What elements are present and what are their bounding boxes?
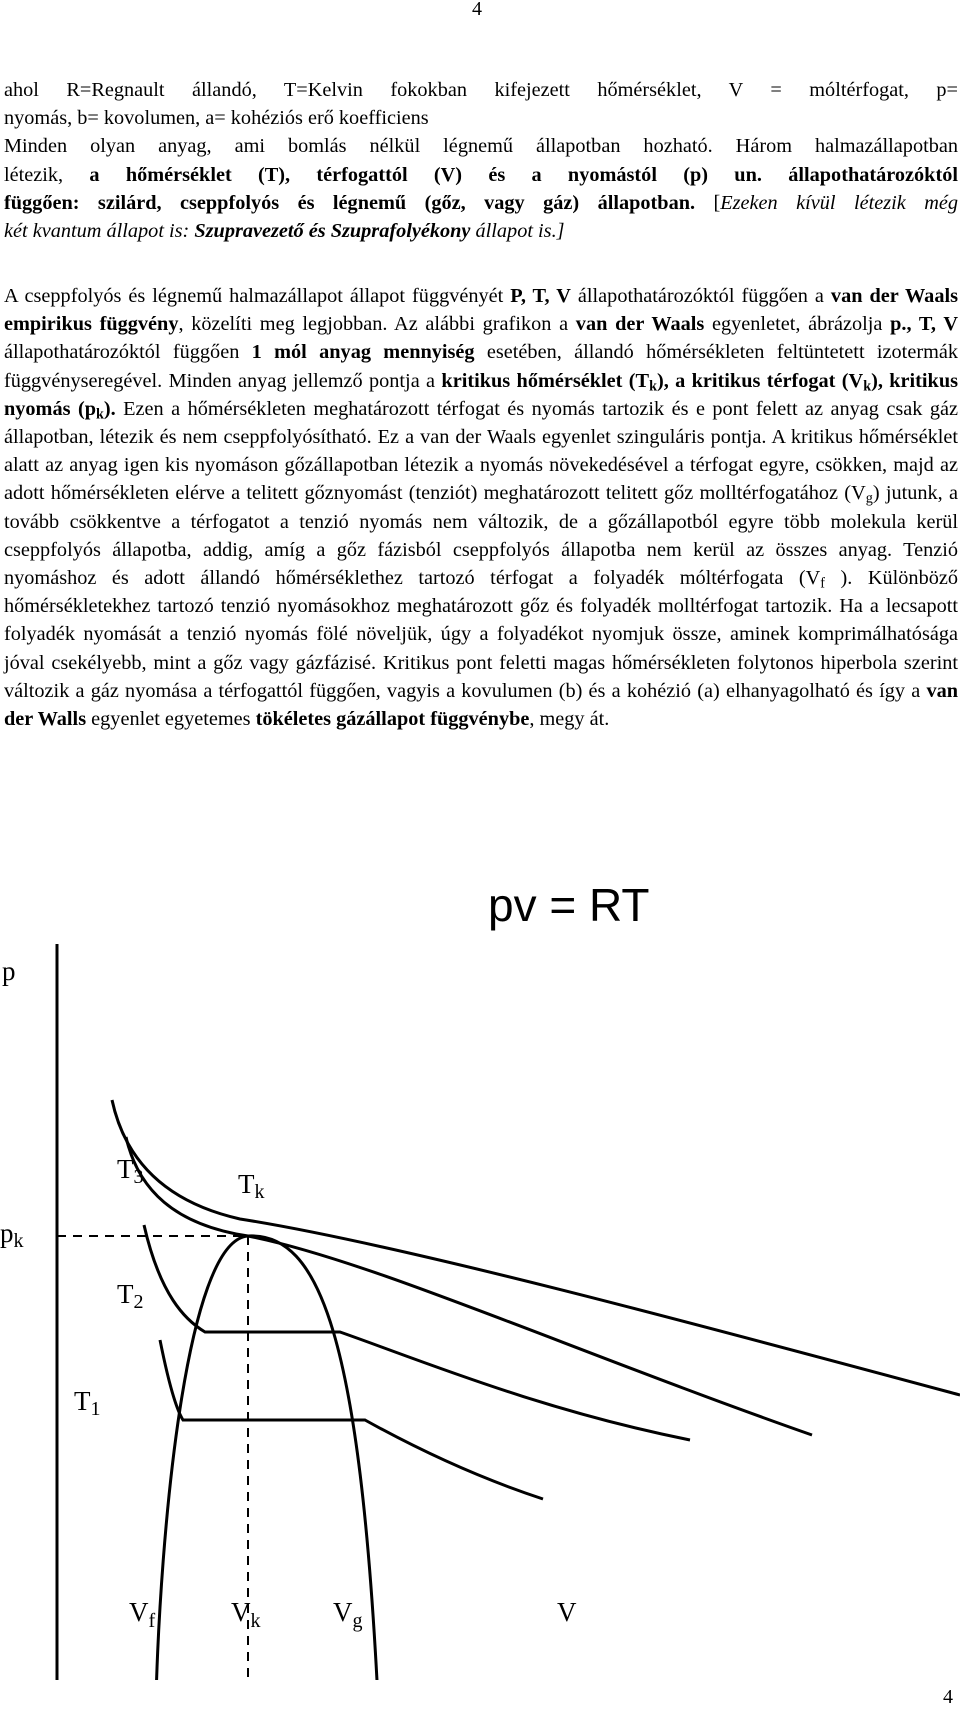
vk-label <box>231 1597 261 1632</box>
text-span: egyenletet, ábrázolja <box>704 313 891 336</box>
vg-label-main: V <box>333 1597 353 1627</box>
paragraph-definitions <box>4 76 958 245</box>
t1-label-sub: 1 <box>90 1398 101 1420</box>
text-span: ). Különböző hőmérsékletekhez tartozó tenzió nyomásokhoz meghatározott gőz és folyadék molltérfogat tartozik. Ha a lecsapott folyadék nyomását a tenzió nyomás fölé növeljük, úgy a folyadékot nyomjuk össze, aminek komprimálhatósága jóval csekélyebb, mint a gőz vagy gázfázisé. Kritikus pont feletti magas hőmérsékleten folytonos hiperbola szerint változik a gáz nyomása a térfogattól függően, vagyis a kovulumen (b) és a kohézió (a) elhanyagolható és így a <box>4 567 958 702</box>
v-axis-label: V <box>557 1597 577 1627</box>
t3-label-sub: 3 <box>133 1166 144 1188</box>
t3-label-main: T <box>117 1154 134 1184</box>
bold-italic-text: Szupravezető és Szuprafolyékony <box>194 220 471 243</box>
bold-text: van der Walls <box>4 679 958 731</box>
italic-text: két kvantum állapot is: <box>4 220 195 243</box>
tk-label-main: T <box>238 1169 255 1199</box>
pv-isotherm-diagram <box>0 940 960 1680</box>
page-number-bottom: 4 <box>943 1686 953 1708</box>
p-axis-text: p <box>2 956 16 986</box>
t1-label-main: T <box>74 1386 91 1416</box>
text-span: létezik, <box>4 163 90 186</box>
bold-text: p., T, V <box>890 313 958 336</box>
subscript: f <box>820 575 826 592</box>
text-span: [ <box>695 191 721 214</box>
pk-label-sub: k <box>13 1230 24 1252</box>
bold-text: P, T, V <box>510 285 571 307</box>
pk-label-main: p <box>0 1218 14 1248</box>
v-axis-labels <box>0 1597 960 1637</box>
text-line: Minden olyan anyag, ami bomlás nélkül légnemű állapotban hozható. Három halmazállapotban <box>4 135 958 158</box>
tk-label <box>238 1169 265 1203</box>
text-span: ) jutunk, a tovább csökkentve a térfogatot a tenzió nyomás nem változik, de a gőzállapotból egyre több molekula kerül cseppfolyós állapotba, addig, amíg a gőz fázisból cseppfolyós állapotba nem kerül az összes anyag. Tenzió nyomáshoz és adott állandó hőmérséklethez tartozó térfogat a folyadék móltérfogata (V <box>4 482 958 590</box>
t1-label <box>74 1386 101 1420</box>
text-line: nyomás, b= kovolumen, a= kohéziós erő koefficiens <box>4 107 429 130</box>
bold-text: ). <box>103 397 116 420</box>
vg-label-sub: g <box>352 1610 363 1632</box>
vf-label <box>129 1597 156 1632</box>
text-span: A cseppfolyós és légnemű halmazállapot állapot függvényét <box>4 285 511 307</box>
subscript: k <box>649 378 657 395</box>
vg-label <box>333 1597 363 1632</box>
paragraph-van-der-waals <box>4 282 958 733</box>
text-span: , megy át. <box>529 708 610 731</box>
text-span: egyenlet egyetemes <box>86 708 256 731</box>
ideal-gas-formula: pv = RT <box>488 879 650 931</box>
pk-label <box>0 1218 24 1252</box>
text-span: állapothatározóktól függően a <box>570 285 831 307</box>
t2-label-sub: 2 <box>133 1291 144 1313</box>
bold-text: a hőmérséklet (T), térfogattól (V) és a nyomástól (p) un. állapothatározóktól <box>89 163 958 186</box>
italic-text: állapot is.] <box>470 220 565 243</box>
vk-label-main: V <box>231 1597 251 1627</box>
vf-label-sub: f <box>148 1610 156 1632</box>
vk-label-sub: k <box>250 1610 261 1632</box>
italic-text: Ezeken kívül létezik még <box>720 191 958 214</box>
bold-text: 1 mól anyag mennyiség <box>251 341 475 364</box>
t2-label-main: T <box>117 1279 134 1309</box>
isotherm-tk <box>126 1137 812 1435</box>
text-span: , közelíti meg legjobban. Az alábbi grafikon a <box>178 313 576 336</box>
text-line <box>4 189 958 217</box>
bold-text: van der Waals <box>575 313 705 336</box>
page-number-top: 4 <box>472 0 482 20</box>
subscript: g <box>865 490 873 507</box>
text-line: ahol R=Regnault állandó, T=Kelvin fokokban kifejezett hőmérséklet, V = móltérfogat, p= <box>4 79 958 101</box>
text-span: Ezen a hőmérsékleten meghatározott térfogat és nyomás tartozik és e pont felett az anyag csak gáz állapotban, létezik és nem cseppfolyósítható. Ez a van der Waals egyenlet szinguláris pontja. A kritikus hőmérséklet alatt az anyag igen kis nyomáson gőzállapotban létezik a nyomás növekedésével a térfogat egyre, csökken, majd az adott hőmérsékleten elérve a telitett gőznyomást (tenziót) meghatározott telitett gőz molltérfogatához (V <box>4 397 959 505</box>
text-span: esetében, állandó hőmérsékleten feltüntetett izotermák függvényseregével. Minden anyag jellemző pontja a <box>4 341 958 392</box>
vf-label-main: V <box>129 1597 149 1627</box>
isotherm-t3 <box>112 1100 960 1395</box>
text-span: állapothatározóktól függően <box>4 341 252 364</box>
tk-label-sub: k <box>254 1181 265 1203</box>
bold-text: függően: szilárd, cseppfolyós és légnemű (gőz, vagy gáz) állapotban. <box>4 191 696 214</box>
bold-text: van der Waals empirikus függvény <box>4 285 958 336</box>
bold-text: ), kritikus nyomás (p <box>4 369 959 420</box>
isotherm-t2 <box>144 1225 690 1440</box>
subscript: k <box>863 378 872 395</box>
t2-label <box>117 1279 144 1313</box>
bold-text: kritikus hőmérséklet (T <box>441 369 650 392</box>
bold-text: ), a kritikus térfogat (V <box>656 369 864 392</box>
text-line <box>4 161 958 189</box>
text-line <box>4 217 958 245</box>
subscript: k <box>95 406 104 423</box>
bold-text: tökéletes gázállapot függvénybe <box>255 708 530 731</box>
